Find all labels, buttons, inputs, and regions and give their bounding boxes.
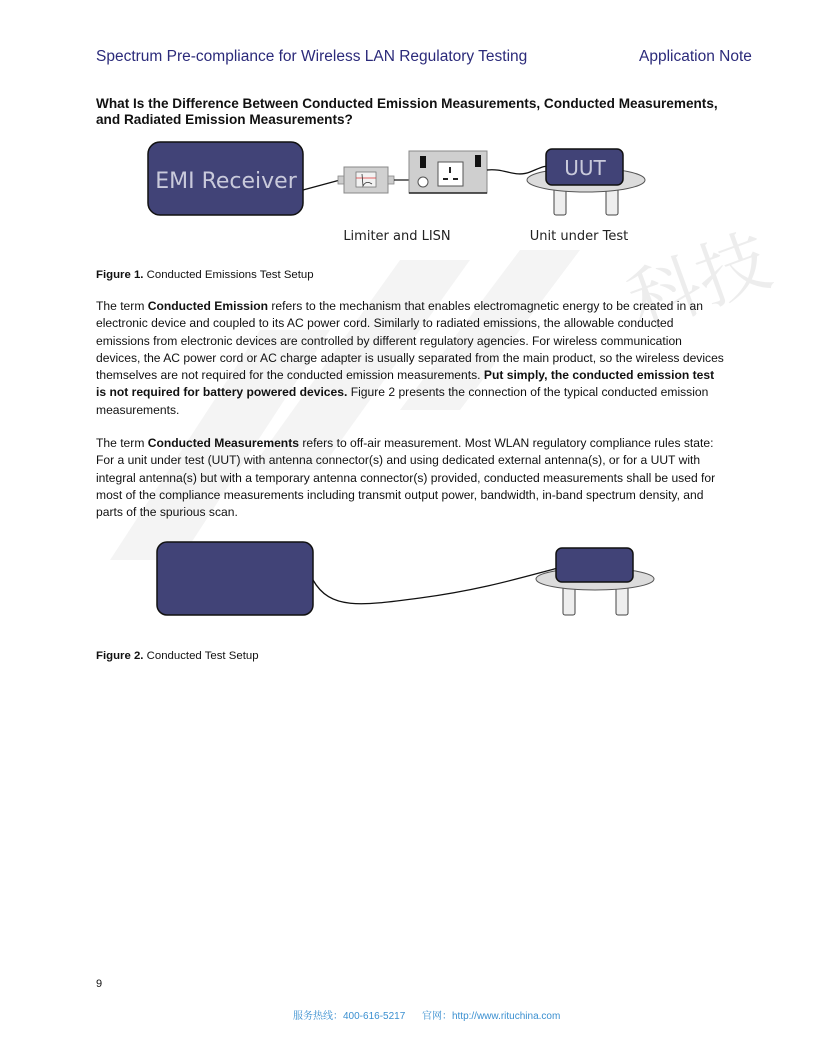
figure-2-label: Figure 2. — [96, 650, 144, 662]
header-title: Spectrum Pre-compliance for Wireless LAN Regulatory Testing — [96, 48, 528, 65]
cable — [313, 568, 558, 604]
uut-label: UUT — [564, 156, 606, 180]
header-doc-type: Application Note — [639, 48, 752, 65]
paragraph-conducted-emission: The term Conducted Emission refers to the mechanism that enables electromagnetic energy to be created in an electronic device and coupled to its AC power cord. Similarly to radiated emissions, the allowable conducted emissions from electronic devices are controlled by different regulatory agencies. For wireless communication devices, the AC power cord or AC charge adapter is usually separated from the main product, so the wireless devices themselves are not required for the conducted emission measurements. Put simply, the conducted emission test is not required for battery powered devices. Figure 2 presents the connection of the typical conducted emission measurements. — [96, 299, 724, 417]
instrument-box — [157, 542, 313, 615]
svg-text:科技: 科技 — [617, 217, 782, 346]
paragraph-conducted-measurements: The term Conducted Measurements refers to off-air measurement. Most WLAN regulatory compliance rules state: For a unit under test (UUT) with antenna connector(s) and using dedicated external antenna(s), or for a UUT with integral antenna(s) but with a temporary antenna connector(s) provided, conducted measurements shall be used for most of the compliance measurements including transmit output power, bandwidth, in-band spectrum density, and parts of the spurious scan. — [96, 436, 716, 520]
footer-contact: 服务热线：400-616-5217 官网：http://www.rituchina.com — [293, 1011, 561, 1022]
figure-1-label: Figure 1. — [96, 269, 144, 281]
uut-caption: Unit under Test — [529, 229, 629, 244]
lisn-caption: Limiter and LISN — [343, 229, 451, 244]
uut-box — [556, 548, 633, 582]
page-number: 9 — [96, 978, 103, 990]
section-title: What Is the Difference Between Conducted Emission Measurements, Conducted Measurements, and Radiated Emission Measurements? — [96, 96, 718, 127]
figure-2-caption — [96, 650, 259, 662]
figure-2-caption-text: Conducted Test Setup — [143, 650, 259, 662]
figure-1-caption-text: Conducted Emissions Test Setup — [143, 269, 314, 281]
emi-receiver-label: EMI Receiver — [155, 169, 297, 194]
